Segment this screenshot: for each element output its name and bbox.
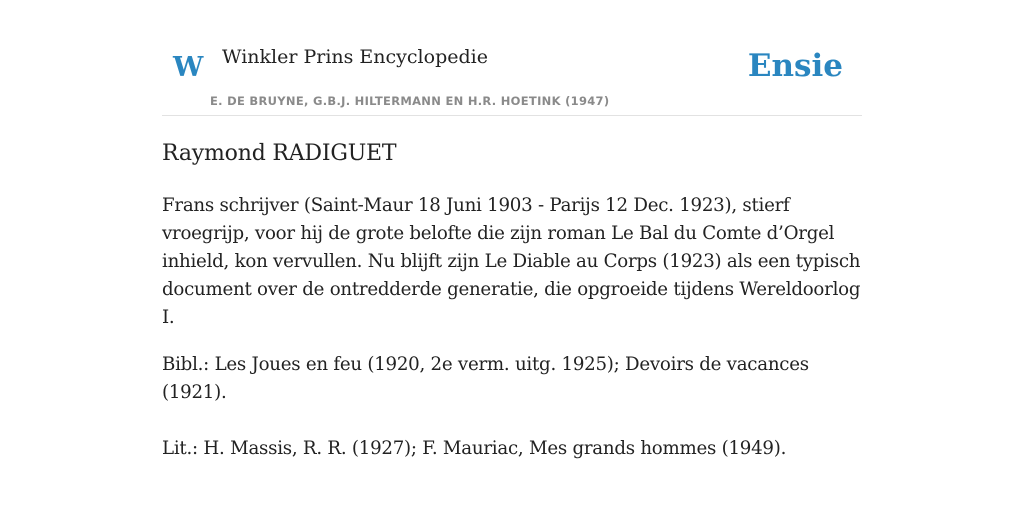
bibliography: Bibl.: Les Joues en feu (1920, 2e verm. uitg. 1925); Devoirs de vacances (1921).: [162, 354, 809, 403]
ensie-logo[interactable]: Ensie: [747, 48, 843, 84]
article-body: Frans schrijver (Saint-Maur 18 Juni 1903 - Parijs 12 Dec. 1923), stierf vroegrijp, voor hij de grote belofte die zijn roman Le Bal du Comte d’Orgel inhield, kon vervullen. Nu blijft zijn Le Diable au Corps (1923) als een typisch document over de ontredderde generatie, die opgroeide tijdens Wereldoorlog I.: [162, 195, 861, 328]
encyclopedia-title[interactable]: Winkler Prins Encyclopedie: [222, 46, 488, 68]
encyclopedia-logo[interactable]: W: [173, 52, 204, 83]
literature: Lit.: H. Massis, R. R. (1927); F. Mauriac, Mes grands hommes (1949).: [162, 438, 787, 459]
header: [162, 0, 862, 116]
article-title: Raymond RADIGUET: [162, 141, 397, 166]
authors-line: E. DE BRUYNE, G.B.J. HILTERMANN EN H.R. HOETINK (1947): [210, 94, 610, 108]
article: [162, 138, 862, 463]
